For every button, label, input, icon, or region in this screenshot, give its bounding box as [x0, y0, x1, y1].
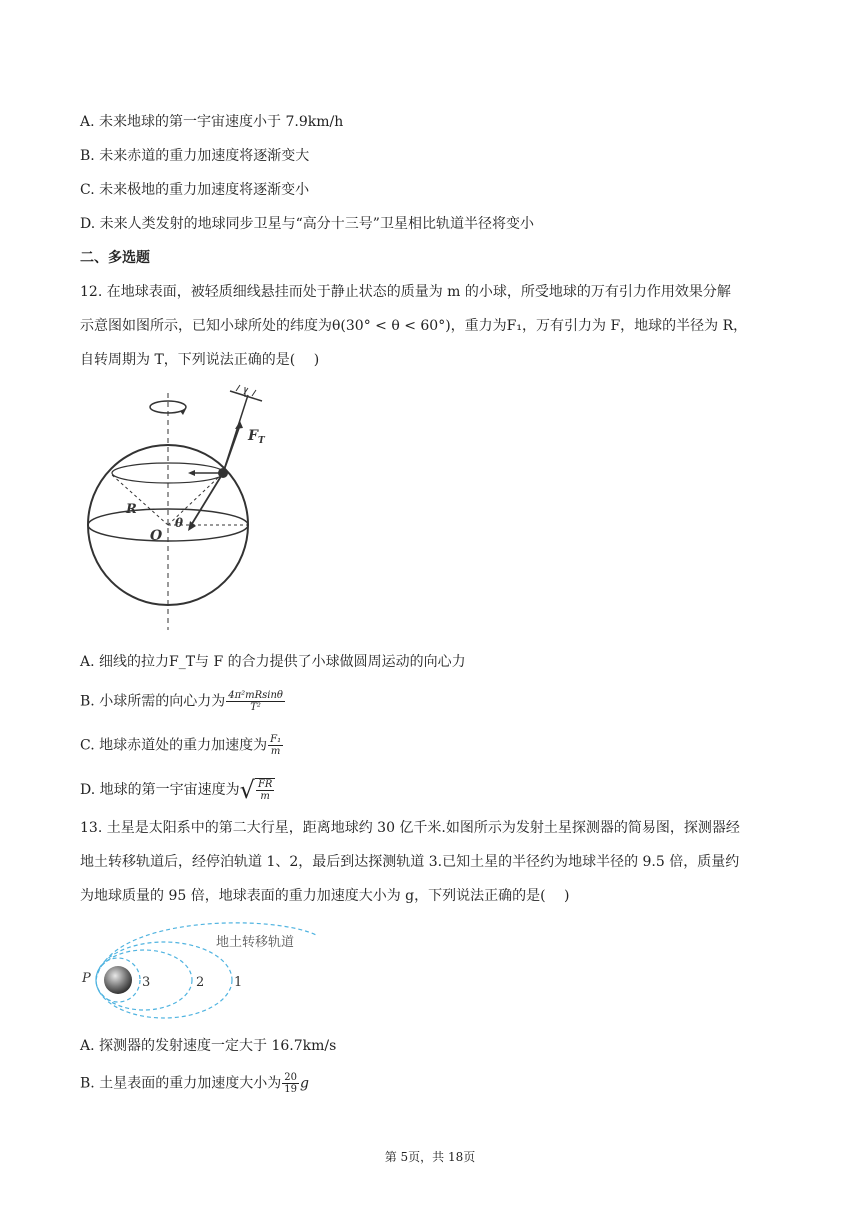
label-r: R [126, 502, 137, 517]
svg-text:FT [247, 428, 266, 446]
sqrt-symbol: √ $\frac{FR}{m}$ [240, 778, 276, 802]
label-orbit-3: 3 [142, 975, 151, 990]
label-ft: F [248, 428, 258, 444]
page-footer: 第 5页，共 18页 [384, 1150, 476, 1164]
q13-stem-line2: 地土转移轨道后，经停泊轨道 1、2，最后到达探测轨道 3.已知土星的半径约为地球半径的 9.5 倍，质量约 [80, 854, 740, 870]
saturn-planet [104, 966, 132, 994]
label-p: P [82, 971, 91, 986]
label-ft-sub: T [257, 436, 265, 446]
section-heading: 二、多选题 [80, 250, 150, 266]
label-o: O [150, 528, 163, 544]
q12-option-a: A. 细线的拉力F_T与 F 的合力提供了小球做圆周运动的向心力 [80, 654, 466, 670]
label-transfer-orbit: 地土转移轨道 [216, 935, 295, 950]
q11-option-a: A. 未来地球的第一宇宙速度小于 7.9km/h [80, 114, 344, 130]
fraction-denominator: 19 [284, 1084, 297, 1095]
q12-option-c-prefix: C. 地球赤道处的重力加速度为 [80, 737, 268, 754]
q13-orbit-figure [78, 924, 318, 1024]
label-orbit-1: 1 [234, 975, 243, 990]
fraction-numerator: F₁ [270, 734, 282, 745]
q12-stem-line2: 示意图如图所示，已知小球所处的纬度为θ(30° < θ < 60°)，重力为F₁，万有引力为 F，地球的半径为 R， [80, 318, 748, 334]
q12-option-b-fraction [226, 690, 285, 713]
q13-option-b-fraction [282, 1072, 299, 1095]
label-orbit-2: 2 [196, 975, 205, 990]
fraction-denominator: T² [250, 702, 261, 713]
q13-stem-line1: 13. 土星是太阳系中的第二大行星，距离地球约 30 亿千米.如图所示为发射土星探测器的简易图，探测器经 [80, 820, 740, 836]
q13-option-b [80, 1072, 309, 1095]
q12-earth-figure [80, 385, 265, 645]
q13-option-b-prefix: B. 土星表面的重力加速度大小为 [80, 1075, 282, 1092]
q12-option-d-prefix: D. 地球的第一宇宙速度为 [80, 782, 240, 798]
q12-option-b-prefix: B. 小球所需的向心力为 [80, 693, 226, 710]
fraction-numerator: FR [257, 779, 273, 790]
fraction-denominator: m [260, 791, 270, 802]
fraction-denominator: m [270, 746, 281, 757]
q13-option-a: A. 探测器的发射速度一定大于 16.7km/s [80, 1038, 337, 1054]
q11-option-b: B. 未来赤道的重力加速度将逐渐变大 [80, 148, 310, 164]
q12-stem-line3: 自转周期为 T，下列说法正确的是( ) [80, 352, 320, 368]
q12-option-c-fraction [268, 734, 283, 757]
fraction-numerator: 4π²mRsinθ [228, 690, 283, 701]
q12-stem-line1: 12. 在地球表面，被轻质细线悬挂而处于静止状态的质量为 m 的小球，所受地球的万有引力作用效果分解 [80, 284, 731, 300]
q12-option-c [80, 734, 284, 757]
q13-option-b-suffix: g [299, 1075, 309, 1092]
q11-option-c: C. 未来极地的重力加速度将逐渐变小 [80, 182, 310, 198]
q12-option-d [80, 778, 275, 802]
q13-stem-line3: 为地球质量的 95 倍，地球表面的重力加速度大小为 g，下列说法正确的是( ) [80, 888, 570, 904]
q11-option-d: D. 未来人类发射的地球同步卫星与“高分十三号”卫星相比轨道半径将变小 [80, 216, 534, 232]
label-theta: θ [175, 516, 184, 530]
fraction-numerator: 20 [284, 1072, 297, 1083]
q12-option-b [80, 690, 286, 713]
